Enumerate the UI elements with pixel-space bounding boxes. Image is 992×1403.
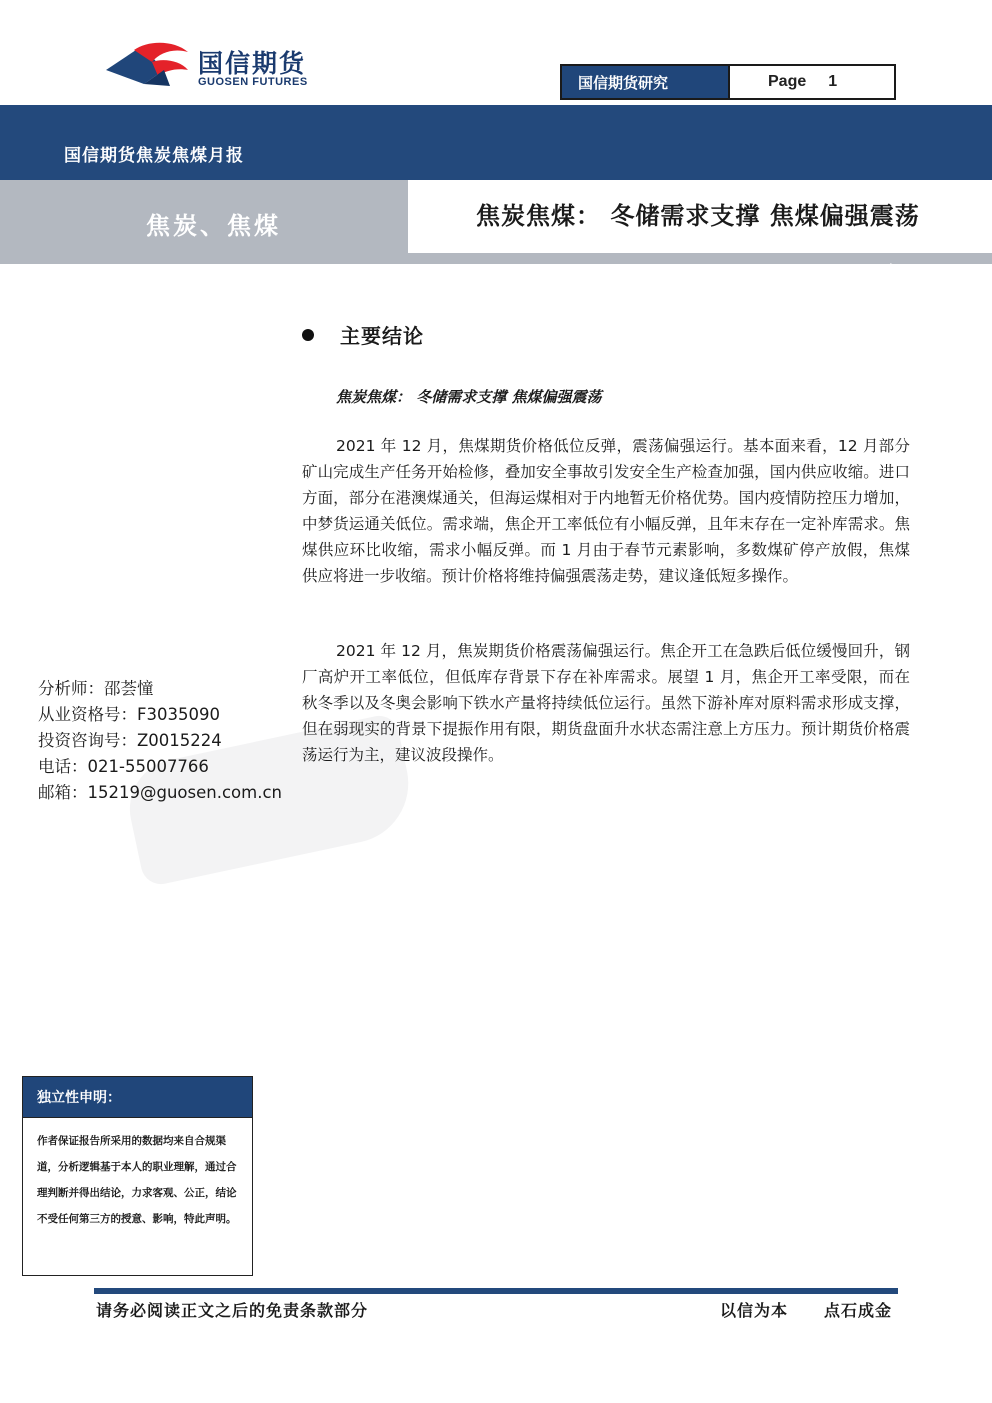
section-subheading: 焦炭焦煤： 冬储需求支撑 焦煤偏强震荡: [336, 388, 602, 406]
section-title: 主要结论: [340, 324, 424, 348]
independence-statement-body: 作者保证报告所采用的数据均来自合规渠道，分析逻辑基于本人的职业理解，通过合理判断并得出结论，力求客观、公正，结论不受任何第三方的授意、影响，特此声明。: [37, 1135, 237, 1225]
category-label: 焦炭、焦煤: [146, 212, 281, 240]
company-logo: [104, 40, 324, 96]
report-series-bar: [0, 105, 992, 180]
footer-rule: [94, 1288, 898, 1294]
logo-name-cn: 国信期货: [198, 49, 307, 78]
headline-band: [0, 180, 992, 264]
bullet-icon: [302, 329, 314, 341]
footer-slogan-1: 以信为本: [720, 1301, 789, 1320]
section-heading: [302, 320, 424, 349]
paragraph-coke: 2021 年 12 月，焦炭期货价格震荡偏强运行。焦企开工在急跌后低位缓慢回升，钢厂高炉开工率低位，但低库存背景下存在补库需求。展望 1 月，焦企开工率受限，而在秋冬季以及冬奥会影响下铁水产量将持续低位运行。虽然下游补库对原料需求形成支撑，但在弱现实的背景下提振作用有限，期货盘面升水状态需注意上方压力。预计期货价格震荡运行为主，建议波段操作。: [302, 642, 910, 764]
analyst-name: 分析师：邵荟憧: [38, 679, 154, 698]
analyst-info: [38, 676, 282, 806]
analyst-consult-number: 投资咨询号：Z0015224: [38, 731, 222, 750]
paragraph-coking-coal: 2021 年 12 月，焦煤期货价格低位反弹，震荡偏强运行。基本面来看，12 月部分矿山完成生产任务开始检修，叠加安全事故引发安全生产检查加强，国内供应收缩。进口方面，部分在港澳煤通关，但海运煤相对于内地暂无价格优势。国内疫情防控压力增加，中梦货运通关低位。需求端，焦企开工率低位有小幅反弹，且年末存在一定补库需求。焦煤供应环比收缩，需求小幅反弹。而 1 月由于春节元素影响，多数煤矿停产放假，焦煤供应将进一步收缩。预计价格将维持偏强震荡走势，建议逢低短多操作。: [302, 437, 910, 585]
page-label: Page: [768, 73, 807, 90]
footer-disclaimer-notice: 请务必阅读正文之后的免责条款部分: [96, 1301, 369, 1320]
report-series-title: 国信期货焦炭焦煤月报: [64, 146, 244, 166]
research-tag: [560, 64, 896, 100]
report-date: 2021 年 12 月 25 日: [846, 264, 980, 279]
analyst-phone: 电话：021-55007766: [38, 757, 209, 776]
research-tag-label: 国信期货研究: [562, 66, 728, 98]
report-headline: 焦炭焦煤： 冬储需求支撑 焦煤偏强震荡: [476, 202, 920, 230]
category-panel: [0, 180, 408, 264]
independence-statement: [22, 1076, 253, 1276]
page-number: 1: [828, 73, 838, 90]
logo-mark-icon: [104, 40, 194, 92]
independence-statement-title: 独立性申明：: [23, 1077, 252, 1118]
page-indicator: [728, 66, 894, 98]
logo-name-en: GUOSEN FUTURES: [198, 76, 308, 88]
footer-slogan: [720, 1298, 892, 1321]
analyst-email: 邮箱：15219@guosen.com.cn: [38, 783, 282, 802]
analyst-qualification: 从业资格号：F3035090: [38, 705, 220, 724]
footer-slogan-2: 点石成金: [824, 1301, 893, 1320]
